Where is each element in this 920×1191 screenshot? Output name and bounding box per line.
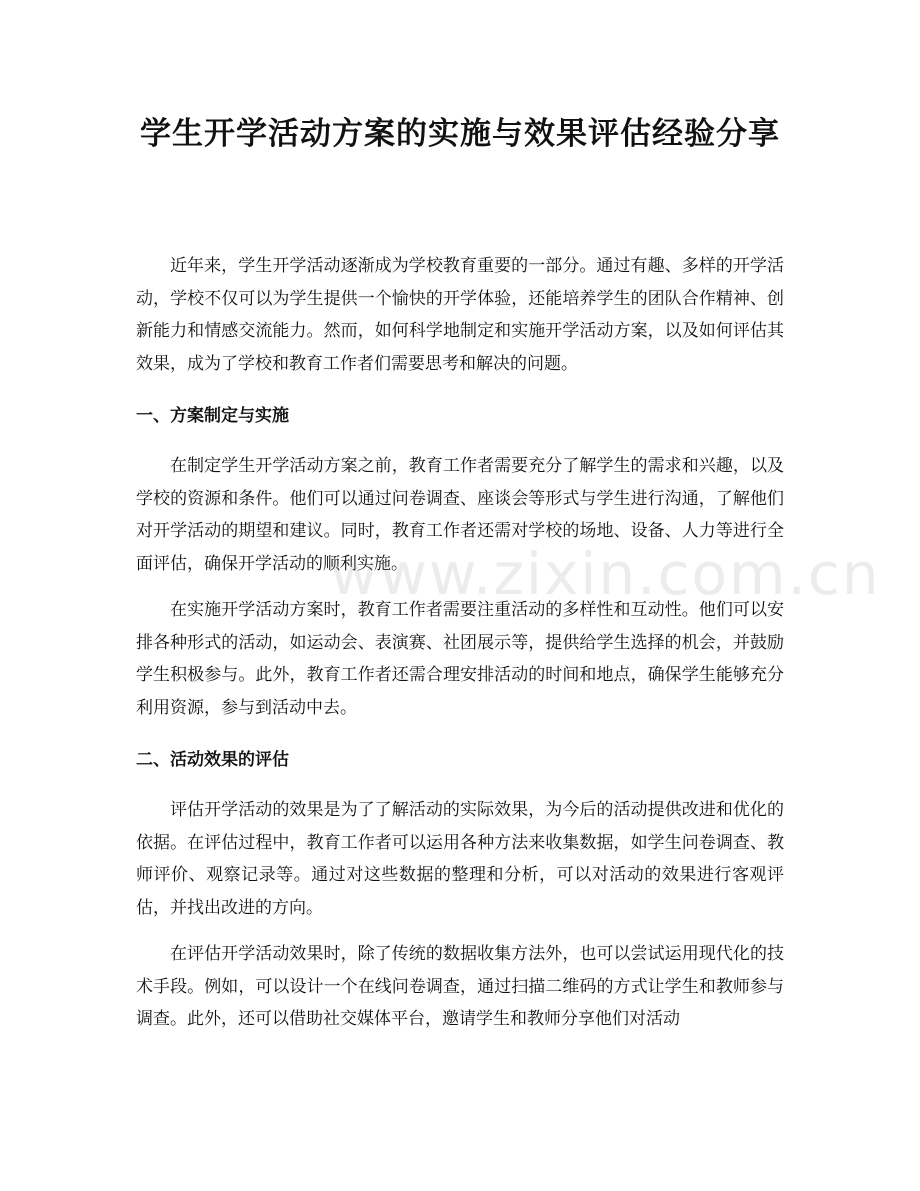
section-evaluation-paragraph-2: 在评估开学活动效果时，除了传统的数据收集方法外，也可以尝试运用现代化的技术手段。例如，可以设计一个在线问卷调查，通过扫描二维码的方式让学生和教师参与调查。此外，还可以借助社交媒体平台，邀请学生和教师分享他们对活动 <box>136 944 784 1029</box>
section-evaluation-paragraph-1: 评估开学活动的效果是为了了解活动的实际效果，为今后的活动提供改进和优化的依据。在评估过程中，教育工作者可以运用各种方法来收集数据，如学生问卷调查、教师评价、观察记录等。通过对这些数据的整理和分析，可以对活动的效果进行客观评估，并找出改进的方向。 <box>136 800 784 918</box>
intro-paragraph: 近年来，学生开学活动逐渐成为学校教育重要的一部分。通过有趣、多样的开学活动，学校不仅可以为学生提供一个愉快的开学体验，还能培养学生的团队合作精神、创新能力和情感交流能力。然而，如何科学地制定和实施开学活动方案，以及如何评估其效果，成为了学校和教育工作者们需要思考和解决的问题。 <box>136 256 784 374</box>
watermark: www.zixin.com.cn <box>330 540 881 608</box>
document-title: 学生开学活动方案的实施与效果评估经验分享 <box>140 116 780 152</box>
section-plan-paragraph-1: 在制定学生开学活动方案之前，教育工作者需要充分了解学生的需求和兴趣，以及学校的资源和条件。他们可以通过问卷调查、座谈会等形式与学生进行沟通，了解他们对开学活动的期望和建议。同时，教育工作者还需对学校的场地、设备、人力等进行全面评估，确保开学活动的顺利实施。 <box>136 456 784 574</box>
section-heading-evaluation: 二、活动效果的评估 <box>136 750 289 770</box>
section-plan-paragraph-2: 在实施开学活动方案时，教育工作者需要注重活动的多样性和互动性。他们可以安排各种形式的活动，如运动会、表演赛、社团展示等，提供给学生选择的机会，并鼓励学生积极参与。此外，教育工作者还需合理安排活动的时间和地点，确保学生能够充分利用资源，参与到活动中去。 <box>136 600 784 718</box>
document-body <box>136 250 784 1036</box>
section-heading-plan: 一、方案制定与实施 <box>136 406 289 426</box>
